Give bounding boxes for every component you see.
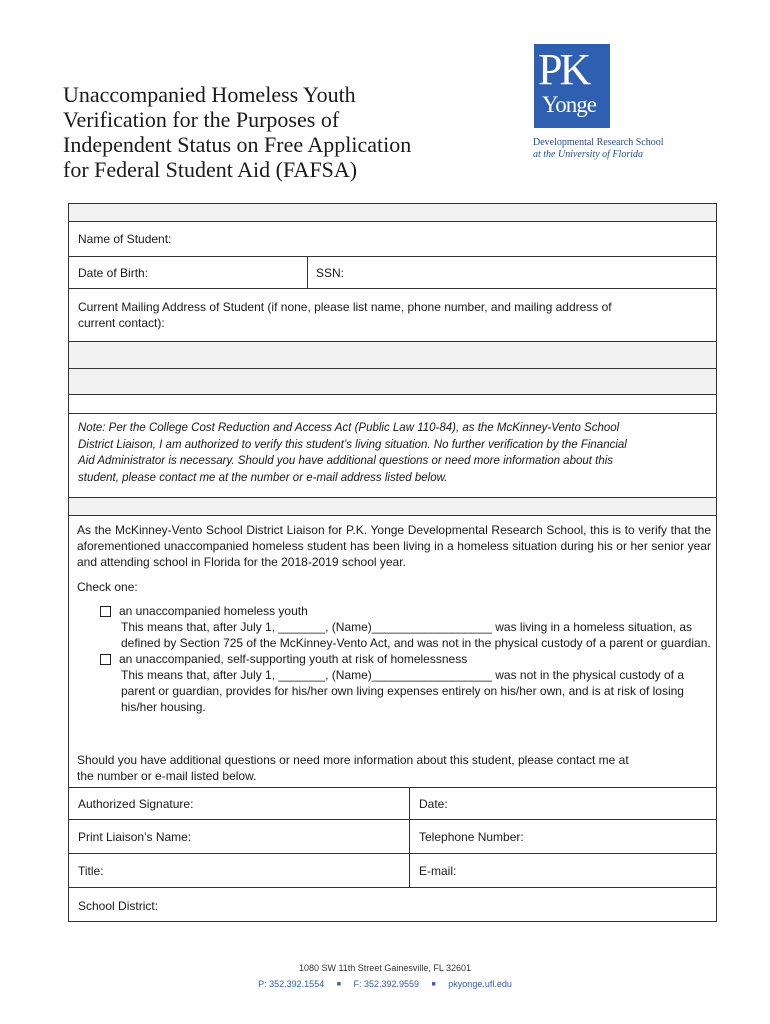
contact-line-1: Should you have additional questions or need more information about this student, please contact me at <box>77 753 629 767</box>
address-label-line2: current contact): <box>78 316 165 330</box>
footer-separator: ■ <box>431 981 436 988</box>
dob-label: Date of Birth: <box>78 266 149 280</box>
contact-instructions <box>77 752 707 784</box>
note-line: Aid Administrator is necessary. Should you have additional questions or need more information about this <box>78 455 614 467</box>
title-email-row <box>68 853 717 888</box>
title-line-4: for Federal Student Aid (FAFSA) <box>63 157 358 182</box>
pk-yonge-logo <box>534 44 610 128</box>
footer-contact <box>0 979 770 989</box>
note-line: student, please contact me at the number or e-mail address listed below. <box>78 471 448 484</box>
option-at-risk-youth-desc: This means that, after July 1, _______, (Name)__________________ was not in the physical custody of a parent or guardian, provides for his/her own living expenses entirely on his/her own, and is at risk of losing his/her housing. <box>121 668 685 714</box>
check-one-label: Check one: <box>77 580 138 594</box>
print-phone-divider <box>409 820 410 853</box>
title-email-divider <box>409 854 410 887</box>
note-line: Note: Per the College Cost Reduction and Access Act (Public Law 110-84), as the McKinney-Vento School <box>78 422 620 434</box>
address-blank-line-2 <box>68 368 717 395</box>
note-line: District Liaison, I am authorized to verify this student’s living situation. No further verification by the Financial <box>78 438 627 451</box>
signature-row <box>68 787 717 820</box>
note-row <box>68 413 717 498</box>
footer-address: 1080 SW 11th Street Gainesville, FL 32601 <box>298 963 472 973</box>
dob-ssn-row <box>68 256 717 289</box>
logo-school-name: Developmental Research School <box>533 137 664 148</box>
telephone-label: Telephone Number: <box>419 830 524 844</box>
signature-label: Authorized Signature: <box>78 797 194 811</box>
title-line-1: Unaccompanied Homeless Youth <box>63 82 356 107</box>
liaison-statement: As the McKinney-Vento School District Liaison for P.K. Yonge Developmental Research School, this is to verify that the aforementioned unaccompanied homeless student has been living in a homeless situation during his or her senior year and attending school in Florida for the 2018-2019 school year. <box>77 523 711 569</box>
signature-date-divider <box>409 788 410 819</box>
option-at-risk-youth-title: an unaccompanied, self-supporting youth at risk of homelessness <box>119 652 468 666</box>
checkbox-at-risk-youth[interactable] <box>100 654 111 665</box>
student-name-label: Name of Student: <box>78 232 172 246</box>
shaded-divider-top <box>68 203 717 222</box>
contact-line-2: the number or e-mail listed below. <box>77 769 257 783</box>
address-label-line1: Current Mailing Address of Student (if none, please list name, phone number, and mailing address of <box>78 300 612 314</box>
school-district-label: School District: <box>78 899 159 913</box>
logo-university: at the University of Florida <box>533 149 643 160</box>
option-at-risk-youth <box>77 651 711 715</box>
footer-web-link[interactable]: pkyonge.ufl.edu <box>448 979 512 989</box>
ssn-label: SSN: <box>316 266 345 280</box>
option-homeless-youth-title: an unaccompanied homeless youth <box>119 604 308 618</box>
blank-row <box>68 394 717 414</box>
logo-yonge-text: Yonge <box>542 92 597 117</box>
student-name-row <box>68 221 717 257</box>
print-name-label: Print Liaison’s Name: <box>78 830 192 844</box>
school-district-row <box>68 887 717 922</box>
footer-phone: P: 352.392.1554 <box>258 979 325 989</box>
date-label: Date: <box>419 797 448 811</box>
title-line-3: Independent Status on Free Application <box>63 132 412 157</box>
document-title <box>63 82 503 182</box>
liaison-block <box>77 522 711 715</box>
footer-fax: F: 352.392.9559 <box>353 979 420 989</box>
note-text <box>78 420 710 486</box>
option-homeless-youth <box>77 603 711 651</box>
option-homeless-youth-desc: This means that, after July 1, _______, (Name)__________________ was living in a homeless situation, as defined by Section 725 of the McKinney-Vento Act, and was not in the physical custody of a parent or guardian. <box>121 620 711 650</box>
logo-pk-text: PK <box>538 45 589 94</box>
title-label: Title: <box>78 864 104 878</box>
checkbox-homeless-youth[interactable] <box>100 606 111 617</box>
dob-ssn-divider <box>307 257 308 288</box>
email-label: E-mail: <box>419 864 457 878</box>
title-line-2: Verification for the Purposes of <box>63 107 340 132</box>
address-row <box>68 288 717 342</box>
footer-separator: ■ <box>336 981 341 988</box>
address-blank-line-1 <box>68 341 717 369</box>
print-name-row <box>68 819 717 854</box>
shaded-divider-middle <box>68 497 717 516</box>
